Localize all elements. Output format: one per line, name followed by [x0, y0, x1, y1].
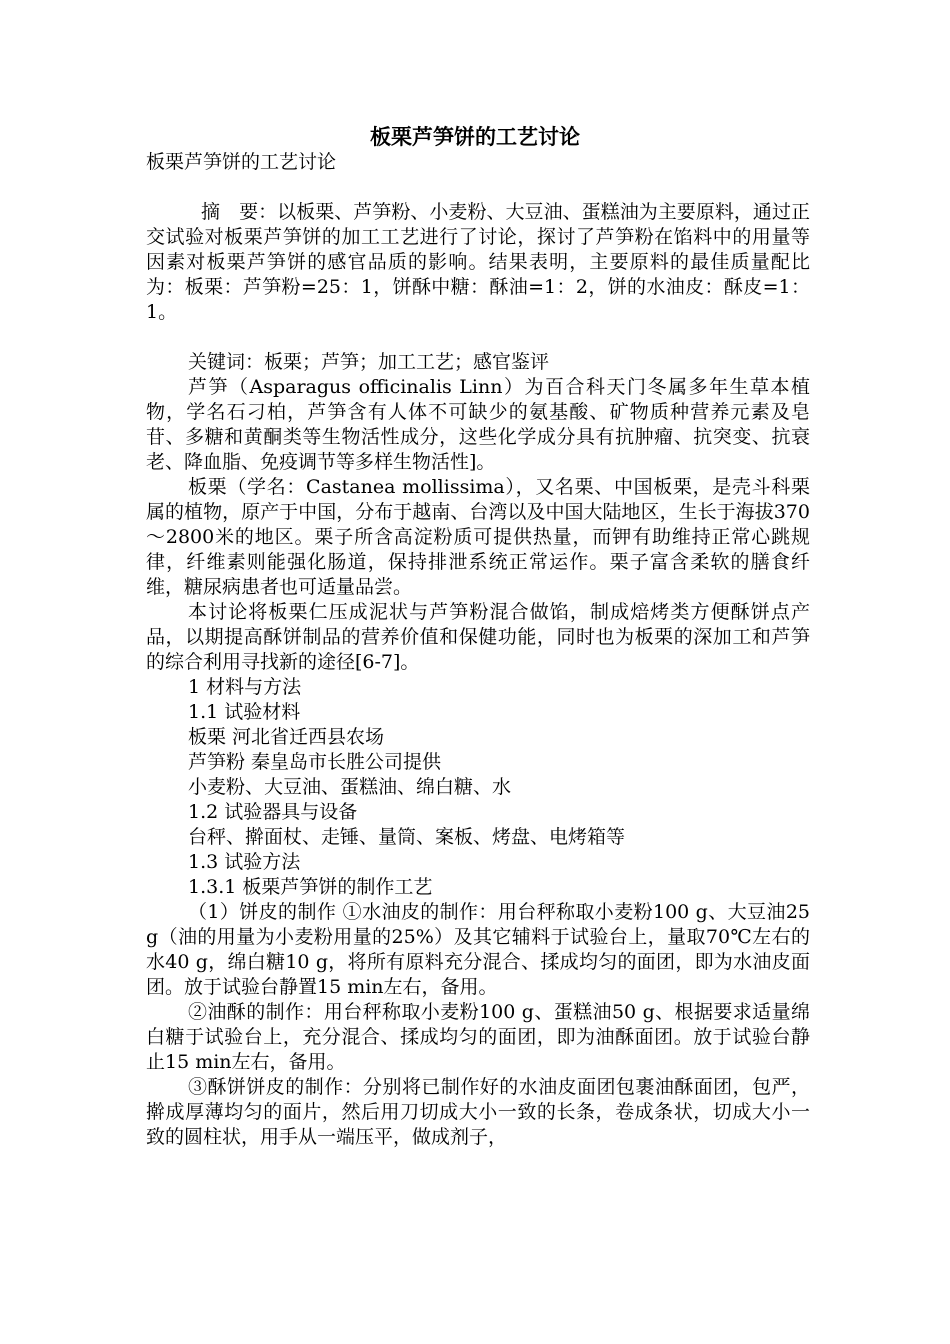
document-title: 板栗芦笋饼的工艺讨论 — [370, 124, 580, 149]
material-item: 小麦粉、大豆油、蛋糕油、绵白糖、水 — [188, 776, 512, 798]
equipment-line: 台秤、擀面杖、走锤、量筒、案板、烤盘、电烤箱等 — [188, 826, 626, 848]
document-subtitle: 板栗芦笋饼的工艺讨论 — [146, 151, 337, 173]
purpose-paragraph: 本讨论将板栗仁压成泥状与芦笋粉混合做馅，制成焙烤类方便酥饼点产品，以期提高酥饼制品的营养价值和保健功能，同时也为板栗的深加工和芦笋的综合利用寻找新的途径[6-7]。 — [146, 601, 810, 673]
abstract-paragraph: 摘 要：以板栗、芦笋粉、小麦粉、大豆油、蛋糕油为主要原料，通过正交试验对板栗芦笋饼的加工工艺进行了讨论，探讨了芦笋粉在馅料中的用量等因素对板栗芦笋饼的感官品质的影响。结果表明，主要原料的最佳质量配比为：板栗：芦笋粉=25：1，饼酥中糖：酥油=1：2，饼的水油皮：酥皮=1：1。 — [146, 201, 810, 323]
section-heading-1-1: 1.1 试验材料 — [188, 701, 301, 723]
section-heading-1-2: 1.2 试验器具与设备 — [188, 801, 358, 823]
blank-line — [146, 325, 810, 350]
material-item: 板栗 河北省迁西县农场 — [188, 726, 385, 748]
document-body — [146, 150, 810, 1150]
step-paragraph: ③酥饼饼皮的制作：分别将已制作好的水油皮面团包裹油酥面团，包严，擀成厚薄均匀的面片，然后用刀切成大小一致的长条，卷成条状，切成大小一致的圆柱状，用手从一端压平，做成剂子， — [146, 1076, 810, 1148]
section-heading-1: 1 材料与方法 — [188, 676, 302, 698]
blank-line — [146, 175, 810, 200]
asparagus-paragraph: 芦笋（Asparagus officinalis Linn）为百合科天门冬属多年生草本植物，学名石刁柏，芦笋含有人体不可缺少的氨基酸、矿物质种营养元素及皂苷、多糖和黄酮类等生物活性成分，这些化学成分具有抗肿瘤、抗突变、抗衰老、降血脂、免疫调节等多样生物活性]。 — [146, 376, 810, 473]
step-paragraph: ②油酥的制作：用台秤称取小麦粉100 g、蛋糕油50 g、根据要求适量绵白糖于试验台上，充分混合、揉成均匀的面团，即为油酥面团。放于试验台静止15 min左右，备用。 — [146, 1001, 810, 1073]
section-heading-1-3: 1.3 试验方法 — [188, 851, 301, 873]
section-heading-1-3-1: 1.3.1 板栗芦笋饼的制作工艺 — [188, 876, 433, 898]
chestnut-paragraph: 板栗（学名：Castanea mollissima），又名栗、中国板栗，是壳斗科栗属的植物，原产于中国，分布于越南、台湾以及中国大陆地区，生长于海拔370～2800米的地区。栗子所含高淀粉质可提供热量，而钾有助维持正常心跳规律，纤维素则能强化肠道，保持排泄系统正常运作。栗子富含柔软的膳食纤维，糖尿病患者也可适量品尝。 — [146, 476, 810, 598]
keywords-line: 关键词：板栗；芦笋；加工工艺；感官鉴评 — [188, 351, 550, 373]
material-item: 芦笋粉 秦皇岛市长胜公司提供 — [188, 751, 442, 773]
step-paragraph: （1）饼皮的制作 ①水油皮的制作：用台秤称取小麦粉100 g、大豆油25 g（油的用量为小麦粉用量的25%）及其它辅料于试验台上，量取70℃左右的水40 g，绵白糖10 g，将所有原料充分混合、揉成均匀的面团，即为水油皮面团。放于试验台静置15 min左右，备用。 — [146, 901, 810, 998]
